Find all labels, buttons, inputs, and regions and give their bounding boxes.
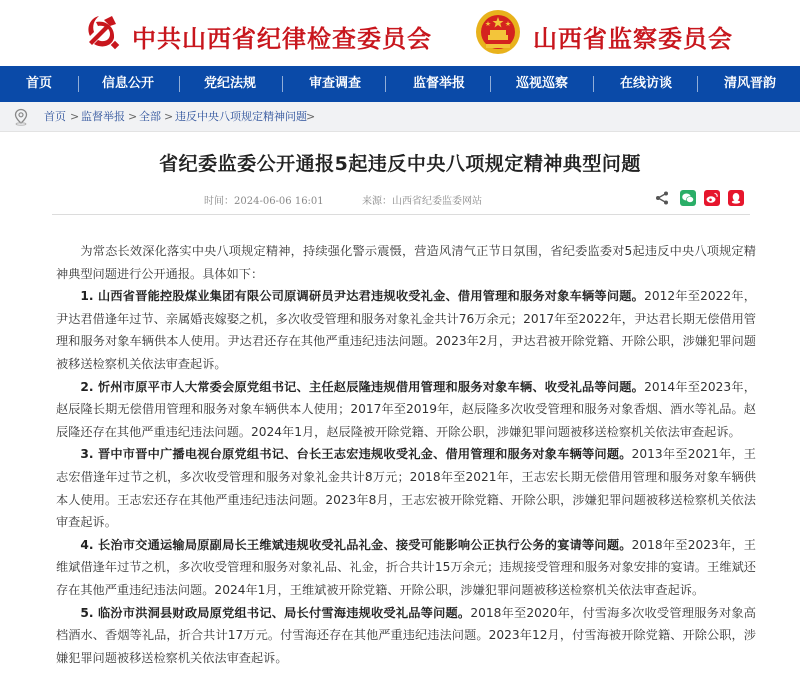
nav-item-home[interactable]: 首页 <box>26 76 53 91</box>
article-body <box>56 240 756 669</box>
location-pin-icon <box>12 108 30 126</box>
article-title: 省纪委监委公开通报5起违反中央八项规定精神典型问题 <box>159 153 641 175</box>
breadcrumb-category[interactable]: 违反中央八项规定精神问题 <box>175 110 307 123</box>
nav-item-interview[interactable]: 在线访谈 <box>620 76 673 91</box>
case-text: 2018年至2023年，王维斌借逢年过节之机，多次收受管理和服务对象礼品、礼金，折合共计15万余元；违规接受管理和服务对象安排的宴请。王维斌还存在其他严重违纪违法问题。2024年1月，王维斌被开除党籍、开除公职，涉嫌犯罪问题被移送检察机关依法审查起诉。 <box>56 537 756 597</box>
breadcrumb-separator: > <box>70 110 80 123</box>
case-heading: 2. 忻州市原平市人大常委会原党组书记、主任赵辰隆违规借用管理和服务对象车辆、收受礼品等问题。 <box>80 379 645 394</box>
breadcrumb <box>0 102 800 132</box>
wechat-icon[interactable] <box>680 190 696 206</box>
case-text: 2013年至2021年，王志宏借逢年过节之机，多次收受管理和服务对象礼金共计8万元；2018年至2021年，王志宏长期无偿借用管理和服务对象车辆供本人使用。王志宏还存在其他严重违纪违法问题。2023年8月，王志宏被开除党籍、开除公职，涉嫌犯罪问题被移送检察机关依法审查起诉。 <box>56 447 756 530</box>
party-emblem-icon <box>82 12 122 52</box>
case-text: 2018年至2020年，付雪海多次收受管理服务对象高档酒水、香烟等礼品，折合共计17万元。付雪海还存在其他严重违纪违法问题。2023年12月，付雪海被开除党籍、开除公职，涉嫌犯罪问题被移送检察机关依法审查起诉。 <box>56 605 756 665</box>
article-date: 时间：2024-06-06 16:01 <box>204 196 324 207</box>
title-divider <box>52 214 750 215</box>
nav-separator <box>385 76 386 92</box>
article-source: 来源：山西省纪委监委网站 <box>362 196 482 207</box>
main-nav <box>0 66 800 102</box>
nav-item-investigation[interactable]: 审查调查 <box>309 76 362 91</box>
breadcrumb-report[interactable]: 监督举报 <box>81 110 125 123</box>
breadcrumb-all[interactable]: 全部 <box>139 110 161 123</box>
share-icon[interactable] <box>654 190 670 206</box>
national-emblem-icon <box>474 8 522 56</box>
case-heading: 4. 长治市交通运输局原副局长王维斌违规收受礼品礼金、接受可能影响公正执行公务的宴请等问题。 <box>80 537 632 552</box>
breadcrumb-separator: > <box>164 110 174 123</box>
nav-separator <box>282 76 283 92</box>
case-paragraph <box>56 443 756 533</box>
case-heading: 3. 晋中市晋中广播电视台原党组书记、台长王志宏违规收受礼金、借用管理和服务对象车辆等问题。 <box>80 447 632 462</box>
nav-separator <box>78 76 79 92</box>
site-header <box>0 0 800 66</box>
site-title-supervision-commission: 山西省监察委员会 <box>533 24 733 53</box>
case-paragraph <box>56 602 756 670</box>
case-text: 2012年至2022年，尹达君借逢年过节、亲属婚丧嫁娶之机，多次收受管理和服务对象礼金共计76万余元；2017年至2022年，尹达君长期无偿借用管理和服务对象车辆供本人使用。尹达君还存在其他严重违纪违法问题。2023年2月，尹达君被开除党籍、开除公职，涉嫌犯罪问题被移送检察机关依法审查起诉。 <box>56 289 756 371</box>
case-heading: 5. 临汾市洪洞县财政局原党组书记、局长付雪海违规收受礼品等问题。 <box>80 605 471 620</box>
case-text: 2014年至2023年，赵辰隆长期无偿借用管理和服务对象车辆供本人使用；2017年至2019年，赵辰隆多次收受管理和服务对象香烟、酒水等礼品。赵辰隆还存在其他严重违纪违法问题。2024年1月，赵辰隆被开除党籍、开除公职，涉嫌犯罪问题被移送检察机关依法审查起诉。 <box>56 379 756 439</box>
breadcrumb-separator: > <box>306 110 316 123</box>
weibo-icon[interactable] <box>704 190 720 206</box>
case-paragraph <box>56 376 756 444</box>
nav-separator <box>593 76 594 92</box>
article-intro: 为常态长效深化落实中央八项规定精神，持续强化警示震慑，营造风清气正节日氛围，省纪委监委对5起违反中央八项规定精神典型问题进行公开通报。具体如下： <box>56 244 756 281</box>
nav-item-info-disclosure[interactable]: 信息公开 <box>102 76 155 91</box>
nav-separator <box>697 76 698 92</box>
nav-separator <box>490 76 491 92</box>
site-title-discipline-commission: 中共山西省纪律检查委员会 <box>132 24 432 53</box>
case-heading: 1. 山西省晋能控股煤业集团有限公司原调研员尹达君违规收受礼金、借用管理和服务对象车辆等问题。 <box>80 289 645 304</box>
nav-separator <box>179 76 180 92</box>
qq-icon[interactable] <box>728 190 744 206</box>
nav-item-report[interactable]: 监督举报 <box>413 76 466 91</box>
nav-item-regulations[interactable]: 党纪法规 <box>204 76 257 91</box>
nav-item-culture[interactable]: 清风晋韵 <box>724 76 777 91</box>
breadcrumb-separator: > <box>128 110 138 123</box>
case-paragraph <box>56 534 756 602</box>
breadcrumb-home[interactable]: 首页 <box>44 110 66 123</box>
nav-item-inspection[interactable]: 巡视巡察 <box>516 76 569 91</box>
case-paragraph <box>56 285 756 375</box>
